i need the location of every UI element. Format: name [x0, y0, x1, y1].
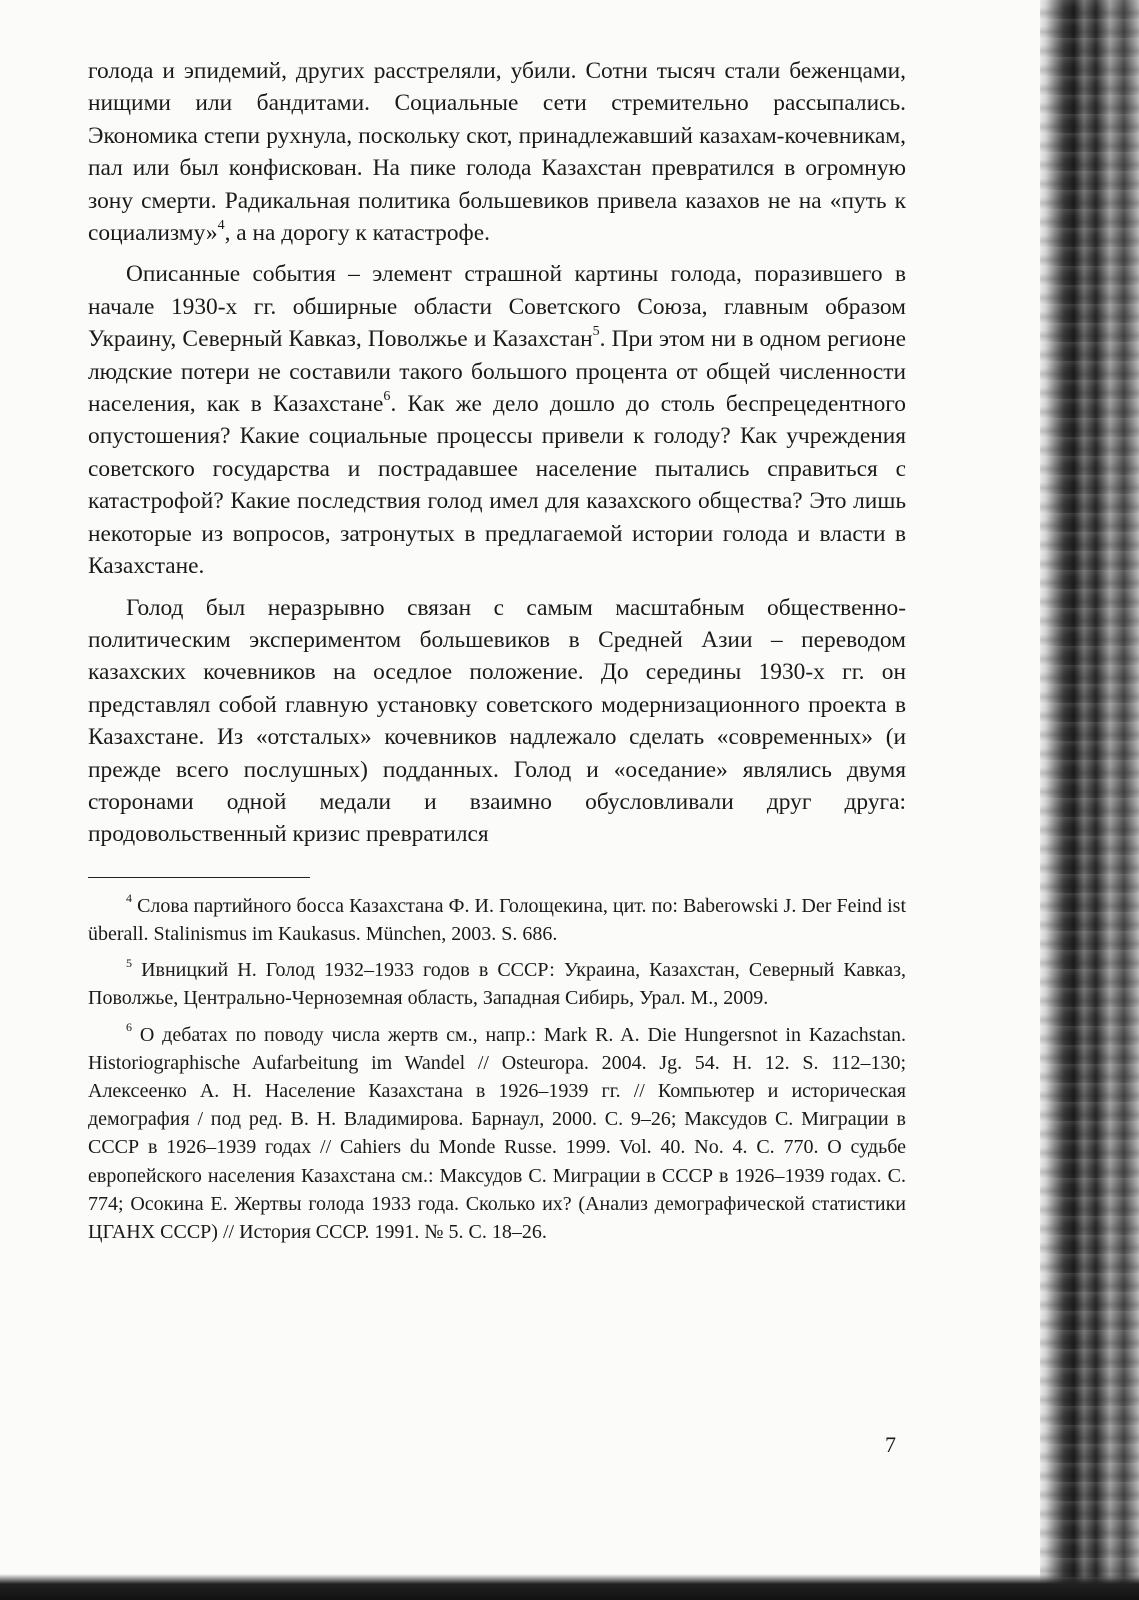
- footnote-ref-5: 5: [592, 323, 600, 340]
- footnote-ref-4: 4: [217, 217, 225, 234]
- paragraph-1-tail: , а на дорогу к катастрофе.: [224, 220, 490, 247]
- paragraph-2-part-c: . Как же дело дошло до столь беспрецедентного опустошения? Какие социальные процессы привели к голоду? Как учреждения советского государства и пострадавшее население пытались справиться с катастрофой? Какие последствия голод имел для казахского общества? Это лишь некоторые из вопросов, затронутых в предлагаемой истории голода и власти в Казахстане.: [88, 391, 906, 580]
- footnote-separator: [88, 877, 310, 878]
- footnote-6-text: О дебатах по поводу числа жертв см., напр.: Mark R. A. Die Hungersnot in Kazachstan. Historiographische Aufarbeitung im Wandel // Osteuropa. 2004. Jg. 54. H. 12. S. 112–130; Алексеенко А. Н. Население Казахстана в 1926–1939 гг. // Компьютер и историческая демография / под ред. В. Н. Владимирова. Барнаул, 2000. С. 9–26; Максудов С. Миграции в СССР в 1926–1939 годах // Cahiers du Monde Russe. 1999. Vol. 40. No. 4. C. 770. О судьбе европейского населения Казахстана см.: Максудов С. Миграции в СССР в 1926–1939 годах. С. 774; Осокина Е. Жертвы голода 1933 года. Сколько их? (Анализ демографической статистики ЦГАНХ СССР) // История СССР. 1991. № 5. С. 18–26.: [88, 1023, 906, 1243]
- paragraph-2-part-a: Описанные события – элемент страшной картины голода, поразившего в начале 1930-х гг. обширные области Советского Союза, главным образом Украину, Северный Кавказ, Поволжье и Казахстан: [88, 261, 906, 353]
- footnote-5: [88, 956, 906, 1012]
- footnote-5-number: 5: [126, 955, 132, 970]
- scan-bottom-shadow: [0, 1574, 1139, 1600]
- footnote-6: [88, 1021, 906, 1247]
- footnote-4: [88, 892, 906, 948]
- footnote-ref-6: 6: [383, 388, 391, 405]
- paragraph-2: [88, 258, 906, 582]
- footnote-4-text: Слова партийного босса Казахстана Ф. И. Голощекина, цит. по: Baberowski J. Der Feind ist überall. Stalinismus im Kaukasus. München, 2003. S. 686.: [88, 894, 906, 945]
- paragraph-1: [88, 55, 906, 249]
- footnote-5-text: Ивницкий Н. Голод 1932–1933 годов в СССР: Украина, Казахстан, Северный Кавказ, Поволжье, Центрально-Черноземная область, Западная Сибирь, Урал. М., 2009.: [88, 959, 906, 1010]
- page-number: 7: [885, 1432, 896, 1457]
- paragraph-2-part-b: . При этом ни в одном регионе людские потери не составили такого большого процента от общей численности населения, как в Казахстане: [88, 326, 906, 418]
- footnote-6-number: 6: [126, 1020, 132, 1035]
- paragraph-1-text: голода и эпидемий, других расстреляли, убили. Сотни тысяч стали беженцами, нищими или бандитами. Социальные сети стремительно рассыпались. Экономика степи рухнула, поскольку скот, принадлежавший казахам-кочевникам, пал или был конфискован. На пике голода Казахстан превратился в огромную зону смерти. Радикальная политика большевиков привела казахов не на «путь к социализму»: [88, 58, 906, 247]
- footnote-4-number: 4: [126, 891, 132, 906]
- page-text-block: [88, 55, 906, 1254]
- book-edge-texture: [1040, 0, 1139, 1600]
- paragraph-3: Голод был неразрывно связан с самым масштабным общественно-политическим экспериментом большевиков в Средней Азии – переводом казахских кочевников на оседлое положение. До середины 1930-х гг. он представлял собой главную установку советского модернизационного проекта в Казахстане. Из «отсталых» кочевников надлежало сделать «современных» (и прежде всего послушных) подданных. Голод и «оседание» являлись двумя сторонами одной медали и взаимно обусловливали друг друга: продовольственный кризис превратился: [88, 594, 906, 848]
